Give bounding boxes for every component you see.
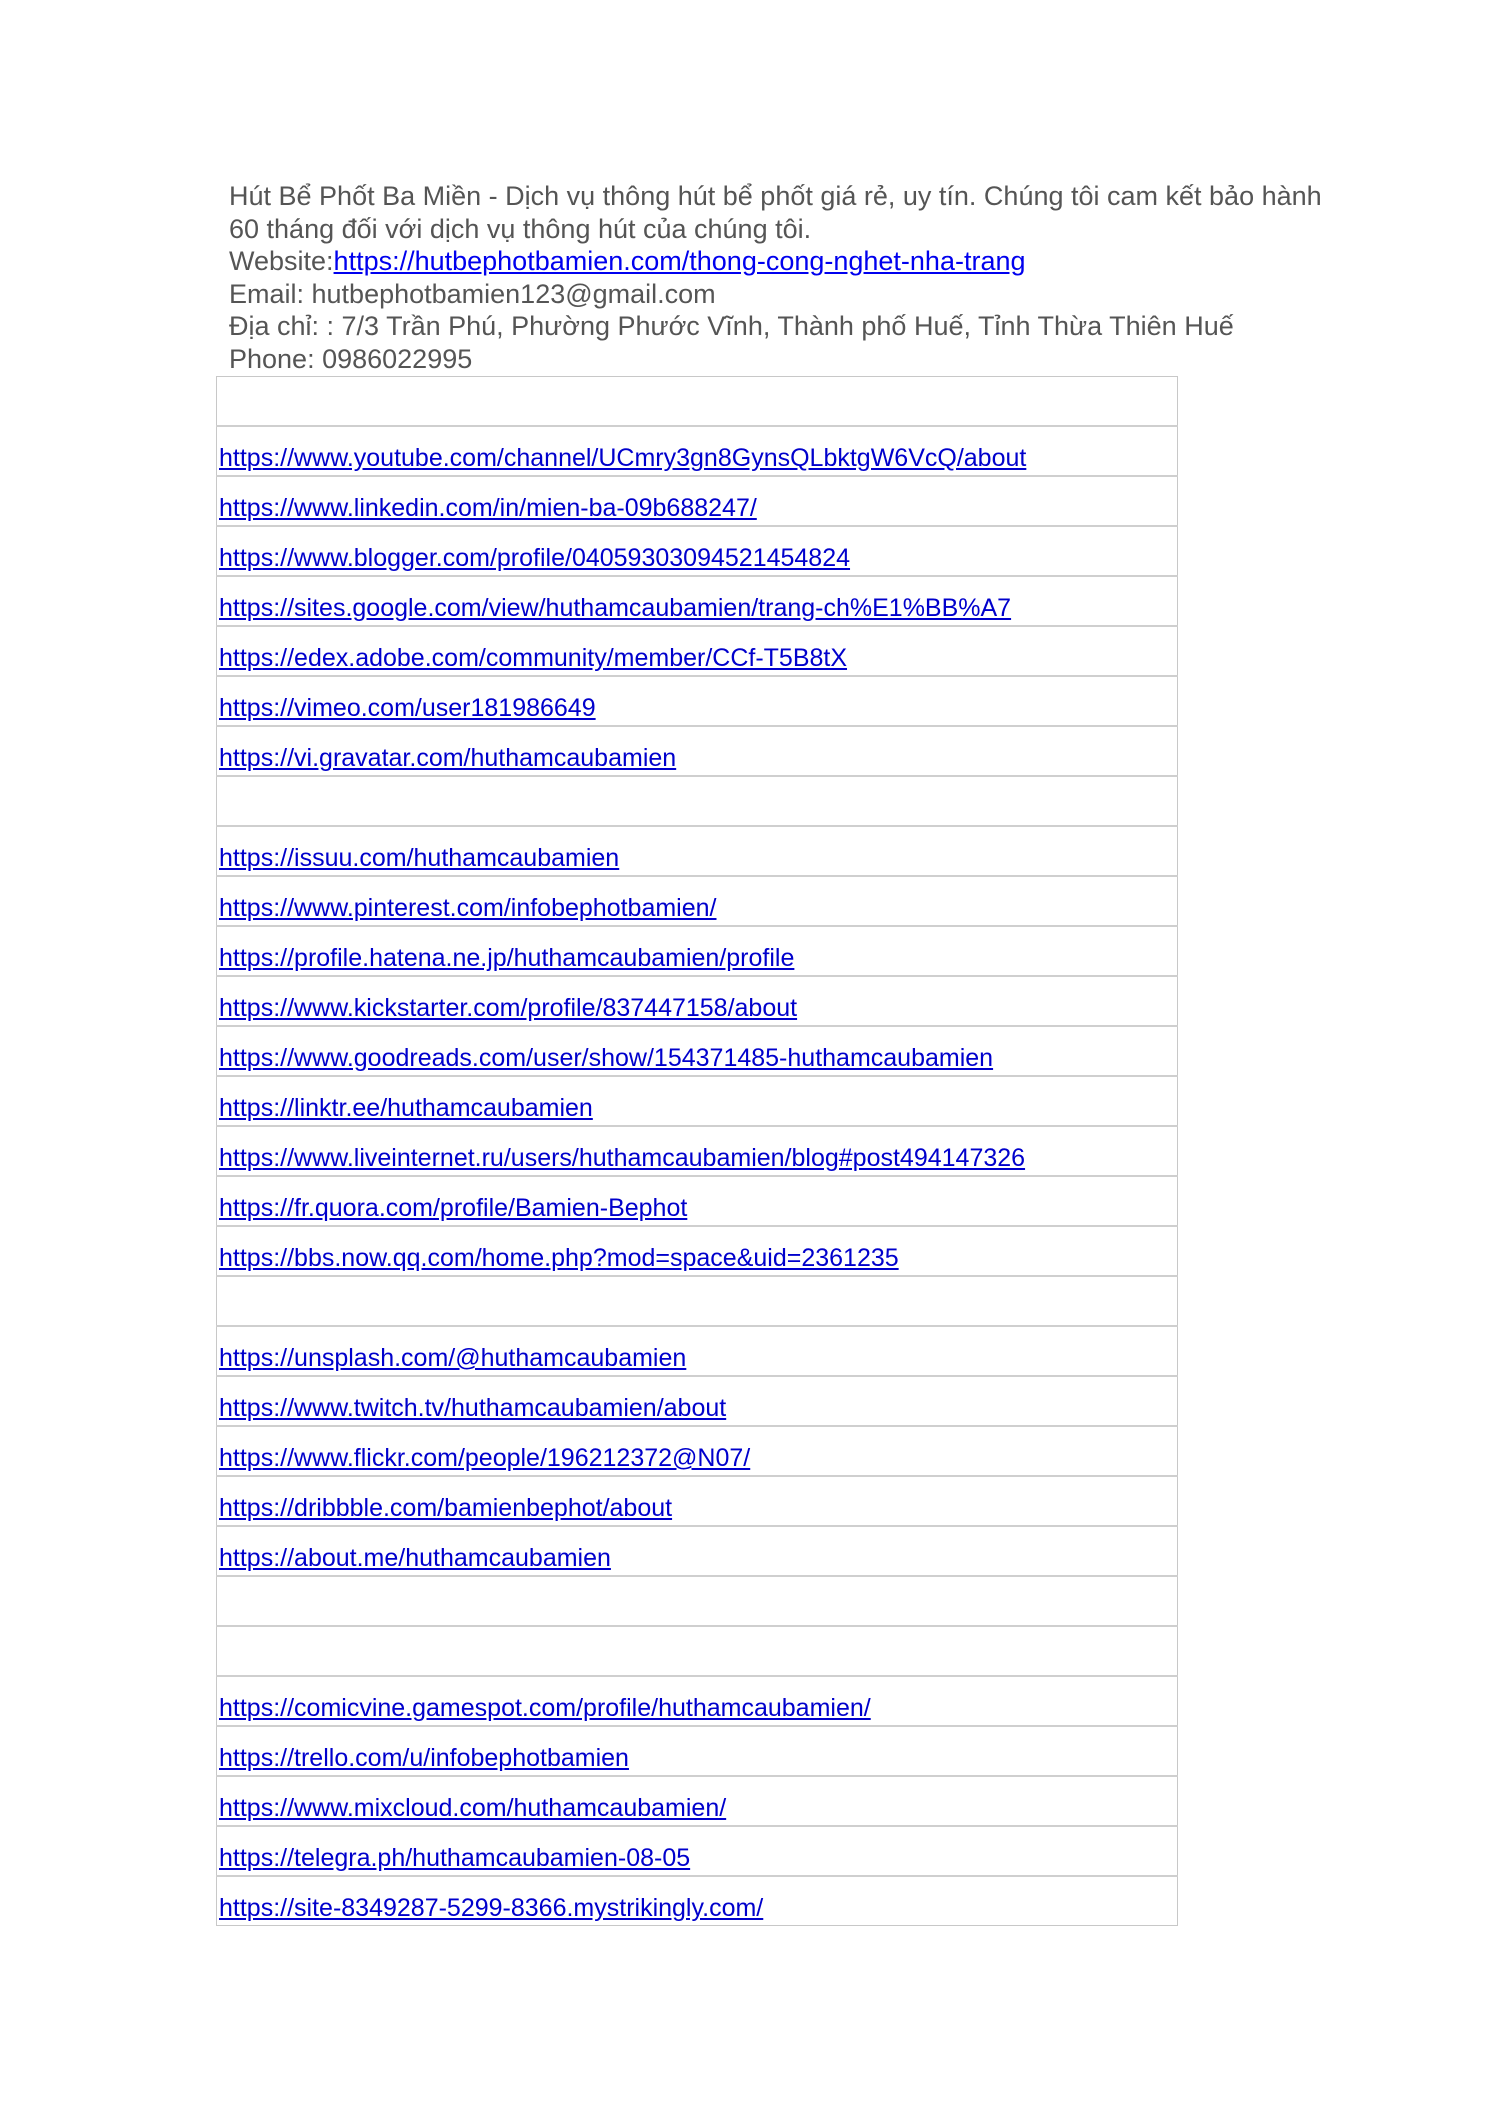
links-table (216, 376, 1178, 1926)
table-cell (217, 1076, 1178, 1126)
table-row (217, 1776, 1178, 1826)
table-row (217, 776, 1178, 826)
table-row (217, 1176, 1178, 1226)
table-cell (217, 676, 1178, 726)
table-row (217, 676, 1178, 726)
profile-link[interactable]: https://www.flickr.com/people/196212372@N07/ (219, 1444, 751, 1472)
table-row (217, 626, 1178, 676)
profile-link[interactable]: https://issuu.com/huthamcaubamien (219, 844, 620, 872)
profile-link[interactable]: https://www.goodreads.com/user/show/154371485-huthamcaubamien (219, 1044, 994, 1072)
table-row (217, 476, 1178, 526)
profile-link[interactable]: https://fr.quora.com/profile/Bamien-Bephot (219, 1194, 688, 1222)
table-row (217, 1476, 1178, 1526)
profile-link[interactable]: https://edex.adobe.com/community/member/CCf-T5B8tX (219, 644, 848, 672)
table-cell (217, 377, 1178, 427)
table-row (217, 1526, 1178, 1576)
email-line: Email: hutbephotbamien123@gmail.com (229, 278, 716, 309)
table-row (217, 726, 1178, 776)
profile-link[interactable]: https://www.mixcloud.com/huthamcaubamien/ (219, 1794, 727, 1822)
table-row (217, 1276, 1178, 1326)
profile-link[interactable]: https://www.liveinternet.ru/users/huthamcaubamien/blog#post494147326 (219, 1144, 1026, 1172)
table-cell (217, 1676, 1178, 1726)
table-cell (217, 876, 1178, 926)
phone-line: Phone: 0986022995 (229, 343, 473, 374)
table-row (217, 1726, 1178, 1776)
table-cell (217, 1026, 1178, 1076)
table-row (217, 876, 1178, 926)
profile-link[interactable]: https://www.youtube.com/channel/UCmry3gn8GynsQLbktgW6VcQ/about (219, 444, 1027, 472)
company-intro (229, 180, 1329, 376)
table-cell (217, 476, 1178, 526)
profile-link[interactable]: https://www.blogger.com/profile/04059303094521454824 (219, 544, 851, 572)
table-row (217, 926, 1178, 976)
table-cell (217, 1576, 1178, 1626)
website-label: Website: (229, 246, 334, 277)
table-row (217, 1376, 1178, 1426)
table-row (217, 1126, 1178, 1176)
table-row (217, 1226, 1178, 1276)
profile-link[interactable]: https://vimeo.com/user181986649 (219, 694, 596, 722)
table-cell (217, 926, 1178, 976)
table-cell (217, 1276, 1178, 1326)
table-row (217, 1626, 1178, 1676)
table-cell (217, 1626, 1178, 1676)
table-cell (217, 1826, 1178, 1876)
table-row (217, 1426, 1178, 1476)
table-cell (217, 426, 1178, 476)
table-cell (217, 776, 1178, 826)
table-cell (217, 1426, 1178, 1476)
table-row (217, 1576, 1178, 1626)
profile-link[interactable]: https://sites.google.com/view/huthamcaubamien/trang-ch%E1%BB%A7 (219, 594, 1012, 622)
table-row (217, 976, 1178, 1026)
profile-link[interactable]: https://vi.gravatar.com/huthamcaubamien (219, 744, 677, 772)
table-row (217, 526, 1178, 576)
table-cell (217, 1876, 1178, 1926)
table-cell (217, 1776, 1178, 1826)
profile-link[interactable]: https://www.linkedin.com/in/mien-ba-09b688247/ (219, 494, 757, 522)
table-cell (217, 576, 1178, 626)
profile-link[interactable]: https://www.pinterest.com/infobephotbamien/ (219, 894, 717, 922)
table-row (217, 1076, 1178, 1126)
profile-link[interactable]: https://trello.com/u/infobephotbamien (219, 1744, 629, 1772)
table-cell (217, 626, 1178, 676)
profile-link[interactable]: https://profile.hatena.ne.jp/huthamcaubamien/profile (219, 944, 795, 972)
table-row (217, 377, 1178, 427)
intro-description: Hút Bể Phốt Ba Miền - Dịch vụ thông hút bể phốt giá rẻ, uy tín. Chúng tôi cam kết bảo hành 60 tháng đối với dịch vụ thông hút của chúng tôi. (229, 181, 1322, 244)
table-row (217, 1826, 1178, 1876)
table-cell (217, 1226, 1178, 1276)
table-cell (217, 1526, 1178, 1576)
table-row (217, 1676, 1178, 1726)
table-cell (217, 1476, 1178, 1526)
profile-link[interactable]: https://linktr.ee/huthamcaubamien (219, 1094, 593, 1122)
table-row (217, 826, 1178, 876)
profile-link[interactable]: https://bbs.now.qq.com/home.php?mod=space&uid=2361235 (219, 1244, 899, 1272)
website-line (229, 245, 1329, 278)
website-link[interactable]: https://hutbephotbamien.com/thong-cong-nghet-nha-trang (333, 246, 1026, 277)
table-cell (217, 1726, 1178, 1776)
table-cell (217, 726, 1178, 776)
table-row (217, 1876, 1178, 1926)
table-cell (217, 826, 1178, 876)
address-line: Địa chỉ: : 7/3 Trần Phú, Phường Phước Vĩnh, Thành phố Huế, Tỉnh Thừa Thiên Huế (229, 311, 1234, 342)
profile-link[interactable]: https://www.kickstarter.com/profile/837447158/about (219, 994, 798, 1022)
table-cell (217, 1126, 1178, 1176)
profile-link[interactable]: https://about.me/huthamcaubamien (219, 1544, 611, 1572)
table-cell (217, 976, 1178, 1026)
profile-link[interactable]: https://unsplash.com/@huthamcaubamien (219, 1344, 687, 1372)
table-row (217, 1026, 1178, 1076)
table-cell (217, 1176, 1178, 1226)
table-cell (217, 1376, 1178, 1426)
profile-link[interactable]: https://telegra.ph/huthamcaubamien-08-05 (219, 1844, 691, 1872)
table-row (217, 426, 1178, 476)
table-row (217, 576, 1178, 626)
profile-link[interactable]: https://comicvine.gamespot.com/profile/huthamcaubamien/ (219, 1694, 871, 1722)
table-cell (217, 1326, 1178, 1376)
profile-link[interactable]: https://www.twitch.tv/huthamcaubamien/about (219, 1394, 727, 1422)
profile-link[interactable]: https://site-8349287-5299-8366.mystrikingly.com/ (219, 1894, 764, 1922)
table-row (217, 1326, 1178, 1376)
profile-link[interactable]: https://dribbble.com/bamienbephot/about (219, 1494, 673, 1522)
table-cell (217, 526, 1178, 576)
